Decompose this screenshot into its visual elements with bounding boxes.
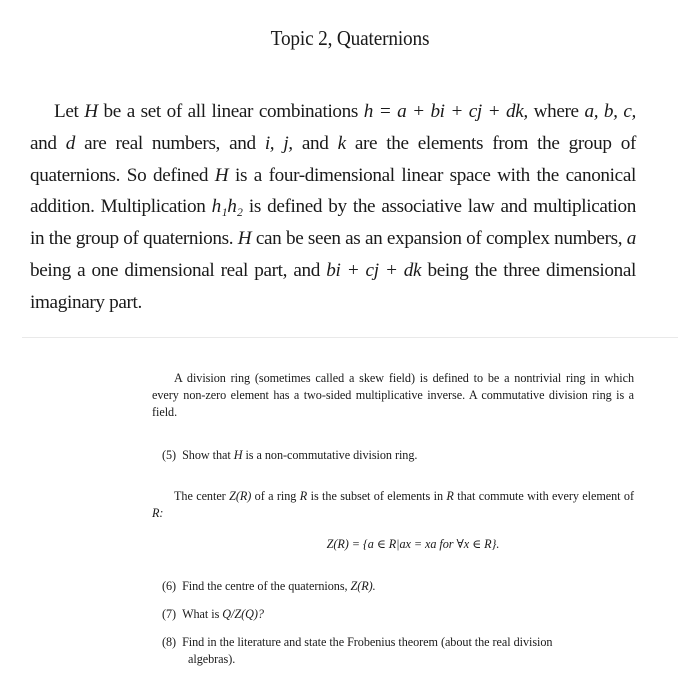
center-formula: Z(R) = {a ∈ R|ax = xa for ∀x ∈ R}. (326, 537, 500, 551)
math-h1h2: h₁h₂ (211, 196, 243, 218)
question-8: (8) Find in the literature and state the Frobenius theorem (about the real division algebras). (162, 635, 553, 666)
intro-paragraph: Let H be a set of all linear combinations h = a + bi + cj + dk, where a, b, c, and d are real numbers, and i, j, and k are the elements from the group of quaternions. So defined H is a four-dimensional linear space with the canonical addition. Multiplication h₁h₂ is defined by the associative law and multiplication in the group of quaternions. H can be seen as an expansion of complex numbers, a being a one dimensional real part, and bi + cj + dk being the three dimensional imaginary part. (30, 101, 637, 313)
question-7: (7) What is Q/Z(Q)? (162, 607, 264, 621)
question-5: (5) Show that H is a non-commutative division ring. (162, 448, 418, 462)
division-ring-definition: A division ring (sometimes called a skew field) is defined to be a nontrivial ring in which every non-zero element has a two-sided multiplicative inverse. A commutative division ring is a field. (152, 371, 634, 419)
section-divider (22, 337, 678, 338)
math-imaginary-part: bi + cj + dk (326, 259, 422, 281)
math-H: H (84, 101, 98, 122)
math-h-definition: h = a + bi + cj + dk, (363, 101, 528, 122)
question-6: (6) Find the centre of the quaternions, Z(R). (162, 579, 376, 593)
page-title: Topic 2, Quaternions (270, 26, 430, 50)
center-definition: The center Z(R) of a ring R is the subset of elements in R that commute with every element of R: (152, 489, 634, 520)
